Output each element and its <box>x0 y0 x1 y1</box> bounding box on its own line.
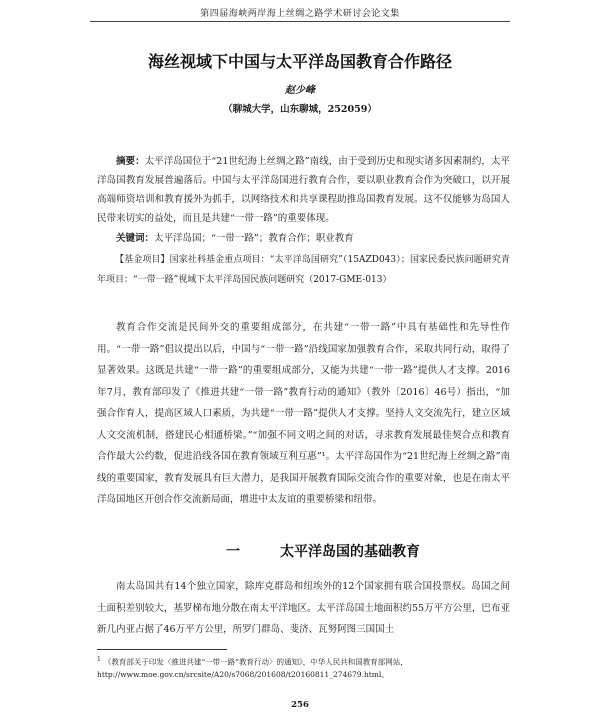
footnote-text: 《教育部关于印发〈推进共建“一带一路”教育行动〉的通知》，中华人民共和国教育部网站，http://www.moe.gov.cn/srcsite/A20/s7068/201608/t20160811_274679.html。 <box>97 657 408 679</box>
affiliation: （聊城大学，山东聊城，252059） <box>223 104 377 115</box>
author: 赵少峰 <box>285 85 315 96</box>
footnote <box>97 654 517 681</box>
keywords-label: 关键词： <box>116 233 155 244</box>
header-rule <box>90 21 510 22</box>
paper-title: 海丝视域下中国与太平洋岛国教育合作路径 <box>147 52 452 71</box>
footnote-mark: 1 <box>97 656 101 663</box>
keywords <box>97 229 510 248</box>
abstract-text: 太平洋岛国位于“21世纪海上丝绸之路”南线，由于受到历史和现实诸多因素制约，太平洋岛国教育发展普遍落后。中国与太平洋岛国进行教育合作，要以职业教育合作为突破口，以开展高端师资培训和教育援外为抓手，以网络技术和共享课程助推岛国教育发展。这不仅能够为岛国人民带来切实的益处，而且是共建“一带一路”的重要体现。 <box>97 156 510 224</box>
keywords-text: 太平洋岛国；“一带一路”；教育合作；职业教育 <box>154 233 354 244</box>
section-number: 一 <box>226 544 240 560</box>
page-number: 256 <box>291 700 309 710</box>
abstract <box>97 152 510 228</box>
body-paragraph: 南太岛国共有14个独立国家，除库克群岛和纽埃外的12个国家拥有联合国投票权。岛国之间土面积差别较大，基罗梯布地分散在南太平洋地区。太平洋岛国土地面积约55万平方公里，巴布亚新几内亚占据了46万平方公里，所罗门群岛、斐济、瓦努阿图三国国土 <box>97 581 510 635</box>
body-paragraph: 教育合作交流是民间外交的重要组成部分，在共建“一带一路”中具有基础性和先导性作用。“一带一路”倡议提出以后，中国与“一带一路”沿线国家加强教育合作，采取共同行动，取得了显著效果。这既是共建“一带一路”的重要组成部分，又能为共建“一带一路”提供人才支撑。2016年7月，教育部印发了《推进共建“一带一路”教育行动的通知》（教外〔2016〕46号）指出，“加强合作育人，提高区域人口素质，为共建“一带一路”提供人才支撑。坚持人文交流先行，建立区域人文交流机制，搭建民心相通桥梁。”“加强不同文明之间的对话，寻求教育发展最佳契合点和教育合作最大公约数，促进沿线各国在教育领域互利互惠”¹。太平洋岛国作为“21世纪海上丝绸之路”南线的重要国家，教育发展具有巨大潜力，是我国开展教育国际交流合作的重要对象，也是在南太平洋岛国地区开创合作交流新局面，增进中太友谊的重要桥梁和纽带。 <box>97 322 510 505</box>
abstract-label: 摘要： <box>116 156 145 167</box>
fund-note: 【基金项目】国家社科基金重点项目：“太平洋岛国研究”（15AZD043）；国家民委民族问题研究青年项目：“一带一路”视域下太平洋岛国民族问题研究（2017-GME-013） <box>97 255 510 285</box>
running-header: 第四届海峡两岸海上丝绸之路学术研讨会论文集 <box>200 9 400 19</box>
footnote-rule <box>97 649 227 650</box>
section-title: 太平洋岛国的基础教育 <box>280 544 420 560</box>
